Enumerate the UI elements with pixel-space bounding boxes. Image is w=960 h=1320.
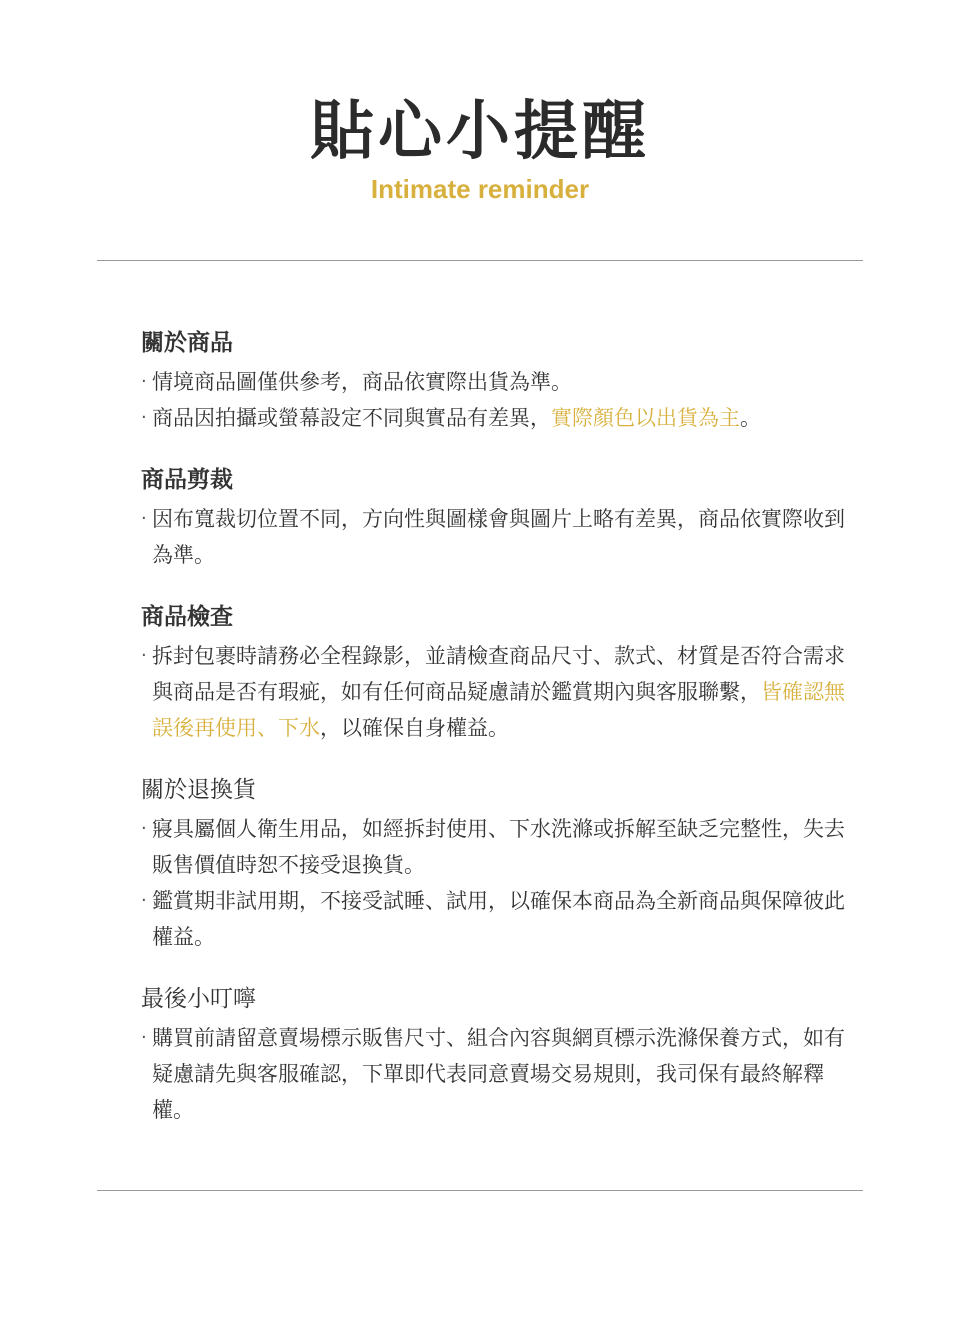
bottom-divider xyxy=(97,1190,863,1191)
list-item xyxy=(141,1020,851,1128)
list-item xyxy=(141,501,851,573)
item-text: 寢具屬個人衛生用品，如經拆封使用、下水洗滌或拆解至缺乏完整性，失去販售價值時恕不接受退換貨。 xyxy=(152,817,845,877)
item-text: 因布寬裁切位置不同，方向性與圖樣會與圖片上略有差異，商品依實際收到為準。 xyxy=(152,507,845,567)
page-title: 貼心小提醒 xyxy=(310,95,650,169)
item-text: 購買前請留意賣場標示販售尺寸、組合內容與網頁標示洗滌保養方式，如有疑慮請先與客服確認，下單即代表同意賣場交易規則，我司保有最終解釋權。 xyxy=(152,1026,845,1122)
section-about-product xyxy=(141,325,851,436)
section-title: 商品檢查 xyxy=(141,604,233,630)
section-title: 商品剪裁 xyxy=(141,467,233,493)
section-title: 最後小叮嚀 xyxy=(141,986,256,1012)
item-text: 情境商品圖僅供參考，商品依實際出貨為準。 xyxy=(152,370,572,394)
item-text-after: ，以確保自身權益。 xyxy=(320,716,509,740)
section-returns xyxy=(141,772,851,955)
top-divider xyxy=(97,260,863,261)
bullet-dot-icon: · xyxy=(141,890,147,911)
bullet-dot-icon: · xyxy=(141,1027,147,1048)
page-subtitle: Intimate reminder xyxy=(370,174,590,204)
item-text: 商品因拍攝或螢幕設定不同與實品有差異， xyxy=(152,406,551,430)
item-text: 鑑賞期非試用期，不接受試睡、試用，以確保本商品為全新商品與保障彼此權益。 xyxy=(152,889,845,949)
bullet-dot-icon: · xyxy=(141,508,147,529)
list-item xyxy=(141,883,851,955)
list-item xyxy=(141,811,851,883)
bullet-dot-icon: · xyxy=(141,407,147,428)
bullet-dot-icon: · xyxy=(141,645,147,666)
section-final-reminder xyxy=(141,981,851,1128)
reminder-content xyxy=(141,325,851,1154)
bullet-dot-icon: · xyxy=(141,371,147,392)
section-product-check xyxy=(141,599,851,746)
list-item xyxy=(141,364,851,400)
section-title: 關於商品 xyxy=(141,330,233,356)
section-title: 關於退換貨 xyxy=(141,777,256,803)
list-item xyxy=(141,638,851,746)
list-item xyxy=(141,400,851,436)
item-text: 拆封包裹時請務必全程錄影，並請檢查商品尺寸、款式、材質是否符合需求與商品是否有瑕疵，如有任何商品疑慮請於鑑賞期內與客服聯繫， xyxy=(152,644,845,704)
item-highlight: 實際顏色以出貨為主 xyxy=(551,406,740,430)
section-product-cutting xyxy=(141,462,851,573)
item-text-after: 。 xyxy=(740,406,761,430)
item-highlight: 皆確認無誤後再使用、下水 xyxy=(152,680,845,740)
bullet-dot-icon: · xyxy=(141,818,147,839)
